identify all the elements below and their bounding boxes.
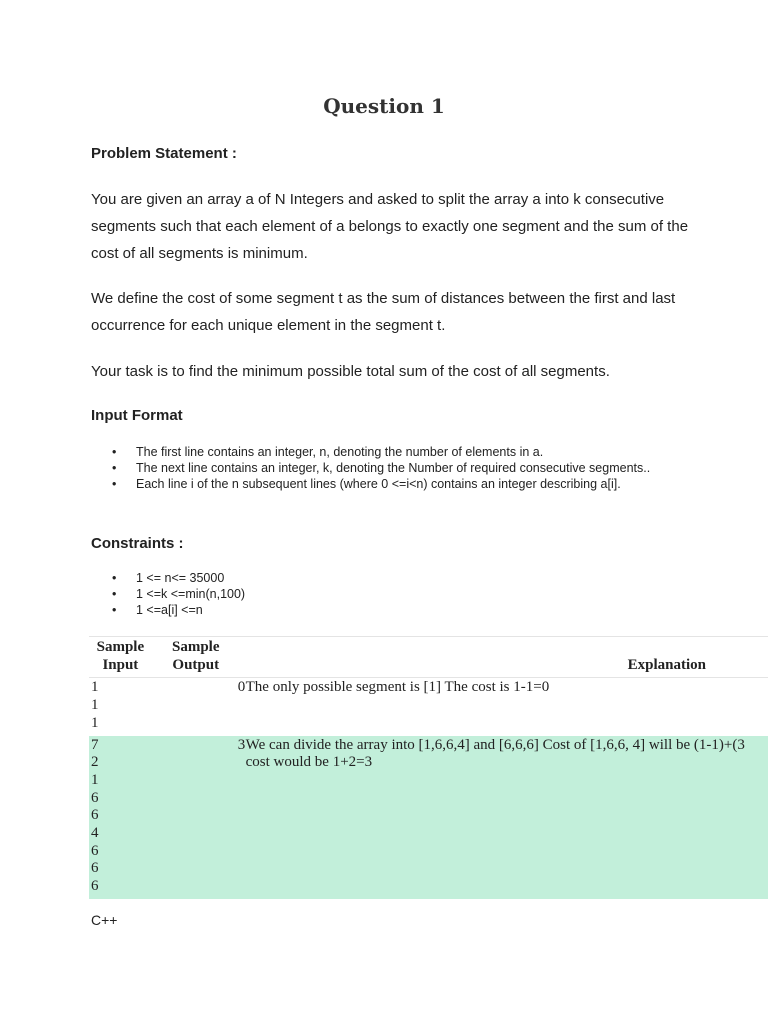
input-line: 7 (91, 736, 99, 753)
constraint-item: • 1 <=a[i] <=n (91, 602, 656, 618)
input-line: 1 (91, 714, 99, 731)
problem-paragraph-1-text: You are given an array a of N Integers and asked to split the array a into k consecutive segments such that each element of a belongs to exactly one segment and the sum of the cost of all segments is minimum. (91, 191, 689, 262)
table-row (89, 736, 768, 899)
page-title: Question 1 (323, 94, 445, 118)
header-sample-input-label: Sample Input (96, 639, 145, 673)
input-format-item: • The first line contains an integer, n, denoting the number of elements in a. (91, 444, 656, 460)
constraint-item: • 1 <=k <=min(n,100) (91, 586, 656, 602)
input-line: 1 (91, 679, 99, 696)
input-format-heading: Input Format (91, 407, 183, 424)
explanation-text: The only possible segment is [1] The cost is 1-1=0 (245, 679, 550, 696)
sample-output-cell (152, 736, 246, 899)
problem-paragraph-3-text: Your task is to find the minimum possible total sum of the cost of all segments. (91, 363, 610, 380)
header-sample-input (89, 637, 152, 678)
language-label: C++ (91, 912, 118, 928)
header-sample-output-label: Sample Output (171, 639, 220, 673)
input-format-item: • Each line i of the n subsequent lines (where 0 <=i<n) contains an integer describing a[i]. (91, 476, 656, 492)
explanation-text: cost would be 1+2=3 (245, 754, 373, 771)
problem-paragraph-1 (91, 186, 711, 267)
input-line: 4 (91, 825, 99, 842)
explanation-cell (246, 736, 768, 899)
table-header-row (89, 637, 768, 678)
header-explanation: Explanation (246, 637, 768, 678)
input-line: 6 (91, 807, 99, 824)
sample-input-cell (89, 678, 152, 736)
sample-table (89, 636, 768, 899)
problem-paragraph-2-text: We define the cost of some segment t as the sum of distances between the first and last occurrence for each unique element in the segment t. (91, 290, 676, 334)
sample-output-value: 0 (237, 679, 246, 696)
explanation-text: We can divide the array into [1,6,6,4] and [6,6,6] Cost of [1,6,6, 4] will be (1-1)+(3 (245, 736, 745, 753)
input-line: 1 (91, 697, 99, 714)
constraints-list (91, 570, 656, 618)
input-line: 2 (91, 754, 99, 771)
sample-output-value: 3 (237, 736, 246, 753)
problem-paragraph-2 (91, 285, 711, 339)
input-format-item: • The next line contains an integer, k, denoting the Number of required consecutive segments.. (91, 460, 656, 476)
input-format-list (91, 444, 656, 492)
sample-input-cell (89, 736, 152, 899)
sample-output-cell (152, 678, 246, 736)
input-line: 1 (91, 771, 99, 788)
problem-statement-heading: Problem Statement : (91, 145, 237, 162)
input-line: 6 (91, 842, 99, 859)
sample-table-wrapper (89, 636, 768, 899)
input-line: 6 (91, 878, 99, 895)
explanation-cell (246, 678, 768, 736)
constraint-item: • 1 <= n<= 35000 (91, 570, 656, 586)
constraints-heading: Constraints : (91, 535, 184, 552)
header-sample-output (152, 637, 246, 678)
problem-paragraph-3 (91, 358, 711, 385)
table-row (89, 678, 768, 736)
input-line: 6 (91, 789, 99, 806)
input-line: 6 (91, 860, 99, 877)
